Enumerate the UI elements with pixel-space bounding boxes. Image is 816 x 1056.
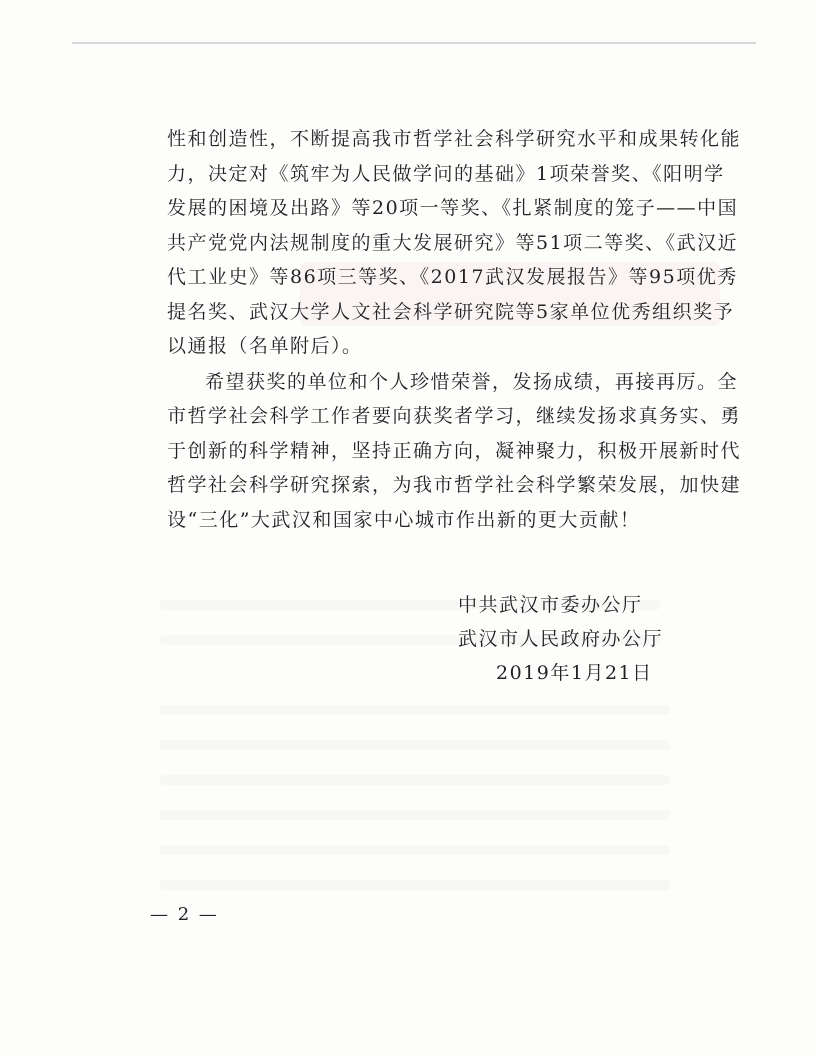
signature-org-party-office: 中共武汉市委办公厅 (458, 594, 643, 616)
bleed-through-line (160, 775, 670, 785)
text-line: 性和创造性，不断提高我市哲学社会科学研究水平和成果转化能 (167, 128, 742, 150)
body-text (167, 122, 742, 537)
signature-block (458, 588, 698, 690)
text-line: 代工业史》等86项三等奖、《2017武汉发展报告》等95项优秀 (167, 266, 738, 288)
text-line: 于创新的科学精神，坚持正确方向，凝神聚力，积极开展新时代 (167, 439, 742, 462)
paragraph-award-decision (167, 122, 742, 364)
text-line: 提名奖、武汉大学人文社会科学研究院等5家单位优秀组织奖予 (167, 300, 735, 323)
bleed-through-line (160, 845, 670, 855)
bleed-through-line (160, 810, 670, 820)
page-top-edge (72, 42, 756, 44)
text-line: 市哲学社会科学工作者要向获奖者学习，继续发扬求真务实、勇 (167, 405, 742, 427)
bleed-through-line (160, 880, 670, 890)
text-line: 设“三化”大武汉和国家中心城市作出新的更大贡献！ (167, 508, 641, 531)
text-line: 希望获奖的单位和个人珍惜荣誉，发扬成绩，再接再厉。全 (205, 370, 739, 393)
bleed-through-line (160, 705, 670, 715)
paragraph-encouragement (167, 365, 742, 538)
page-number: — 2 — (150, 904, 219, 925)
signature-org-government-office: 武汉市人民政府办公厅 (458, 628, 664, 650)
text-line: 以通报（名单附后）。 (167, 335, 363, 357)
text-line: 哲学社会科学研究探索，为我市哲学社会科学繁荣发展，加快建 (167, 474, 742, 496)
bleed-through-line (160, 740, 670, 750)
text-line: 力，决定对《筑牢为人民做学问的基础》1项荣誉奖、《阳明学 (167, 162, 725, 185)
text-line: 共产党党内法规制度的重大发展研究》等51项二等奖、《武汉近 (167, 231, 739, 254)
text-line: 发展的困境及出路》等20项一等奖、《扎紧制度的笼子——中国 (167, 197, 739, 219)
signature-date: 2019年1月21日 (496, 662, 653, 684)
